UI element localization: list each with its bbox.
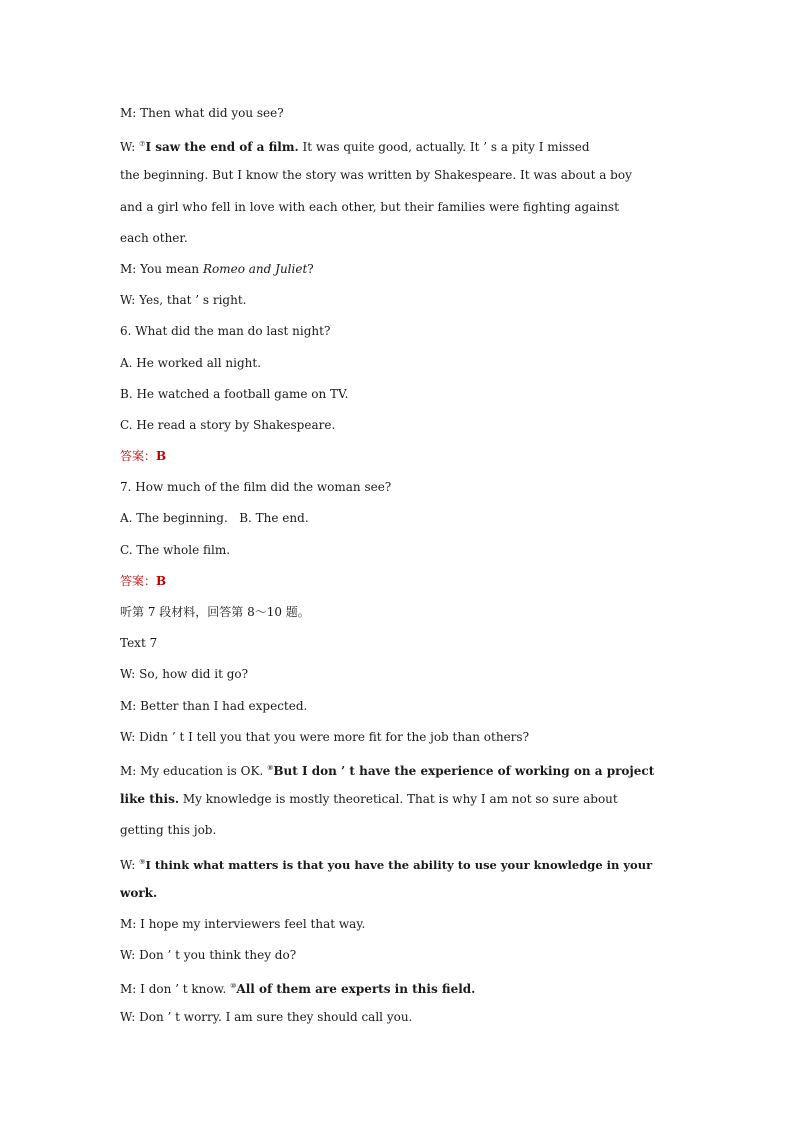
note-marker: ⑧ (267, 763, 274, 772)
line-text: W: Didn ’ t I tell you that you were more fit for the job than others? (120, 729, 530, 744)
key-sentence: work. (120, 885, 158, 900)
option-line (120, 382, 676, 413)
note-marker: ⑦ (139, 140, 146, 149)
key-sentence: like this. (120, 792, 180, 807)
answer-line (120, 569, 676, 600)
note-marker: ⑩ (230, 982, 237, 991)
dialogue-line (120, 195, 676, 226)
speaker-label: W: (120, 140, 140, 155)
line-text: W: Yes, that ’ s right. (120, 293, 247, 308)
answer-line (120, 444, 676, 475)
option-text: A. He worked all night. (120, 355, 262, 370)
dialogue-line (120, 1005, 676, 1036)
line-text: My knowledge is mostly theoretical. That is why I am not so sure about (179, 792, 618, 807)
question-line (120, 319, 676, 350)
option-line (120, 351, 676, 382)
document-page (120, 101, 676, 1037)
answer-label: 答案： (120, 449, 157, 464)
line-text: It was quite good, actually. It ’ s a pity I missed (298, 140, 590, 155)
dialogue-line (120, 912, 676, 943)
dialogue-line (120, 101, 676, 132)
line-text: W: So, how did it go? (120, 667, 249, 682)
note-marker: ⑨ (139, 857, 146, 866)
line-text: M: You mean (120, 261, 203, 276)
option-line (120, 506, 676, 537)
key-sentence: I saw the end of a film. (145, 140, 299, 155)
option-text: C. The whole film. (120, 542, 231, 557)
line-text: W: Don ’ t you think they do? (120, 948, 297, 963)
line-text: M: Better than I had expected. (120, 698, 308, 713)
option-text: A. The beginning. B. The end. (120, 511, 309, 526)
instruction-text: 听第 7 段材料，回答第 8～10 题。 (120, 605, 310, 619)
dialogue-line (120, 787, 676, 818)
section-heading (120, 631, 676, 662)
dialogue-line (120, 818, 676, 849)
line-text: ? (307, 261, 314, 276)
option-text: B. He watched a football game on TV. (120, 386, 349, 401)
dialogue-line (120, 974, 676, 1005)
line-text: M: My education is OK. (120, 763, 268, 778)
answer-value: B (156, 449, 167, 464)
line-text: M: I hope my interviewers feel that way. (120, 916, 366, 931)
dialogue-line (120, 288, 676, 319)
question-text: 7. How much of the film did the woman see? (120, 480, 392, 495)
option-line (120, 413, 676, 444)
title-italic: Romeo and Juliet (202, 261, 308, 276)
key-sentence: I think what matters is that you have the ability to use your knowledge in your (145, 857, 653, 872)
line-text: M: I don ’ t know. (120, 982, 231, 997)
key-sentence: But I don ’ t have the experience of working on a project (273, 763, 655, 778)
key-sentence: All of them are experts in this field. (236, 982, 476, 997)
line-text: W: Don ’ t worry. I am sure they should call you. (120, 1010, 413, 1025)
dialogue-line (120, 163, 676, 194)
line-text: M: Then what did you see? (120, 106, 284, 120)
line-text: getting this job. (120, 823, 217, 838)
option-text: C. He read a story by Shakespeare. (120, 417, 336, 432)
dialogue-line (120, 725, 676, 756)
line-text: each other. (120, 230, 188, 245)
line-text: and a girl who fell in love with each other, but their families were fighting against (120, 199, 619, 214)
dialogue-line (120, 132, 676, 163)
dialogue-line (120, 881, 676, 912)
dialogue-line (120, 694, 676, 725)
dialogue-line (120, 662, 676, 693)
answer-label: 答案： (120, 573, 157, 588)
dialogue-line (120, 226, 676, 257)
dialogue-line (120, 257, 676, 288)
dialogue-line (120, 756, 676, 787)
option-line (120, 538, 676, 569)
text-heading: Text 7 (120, 636, 158, 651)
dialogue-line (120, 850, 676, 881)
answer-value: B (156, 573, 167, 588)
line-text: the beginning. But I know the story was written by Shakespeare. It was about a boy (120, 168, 632, 183)
question-text: 6. What did the man do last night? (120, 324, 331, 339)
speaker-label: W: (120, 857, 140, 872)
dialogue-line (120, 943, 676, 974)
instruction-line (120, 600, 676, 631)
question-line (120, 475, 676, 506)
